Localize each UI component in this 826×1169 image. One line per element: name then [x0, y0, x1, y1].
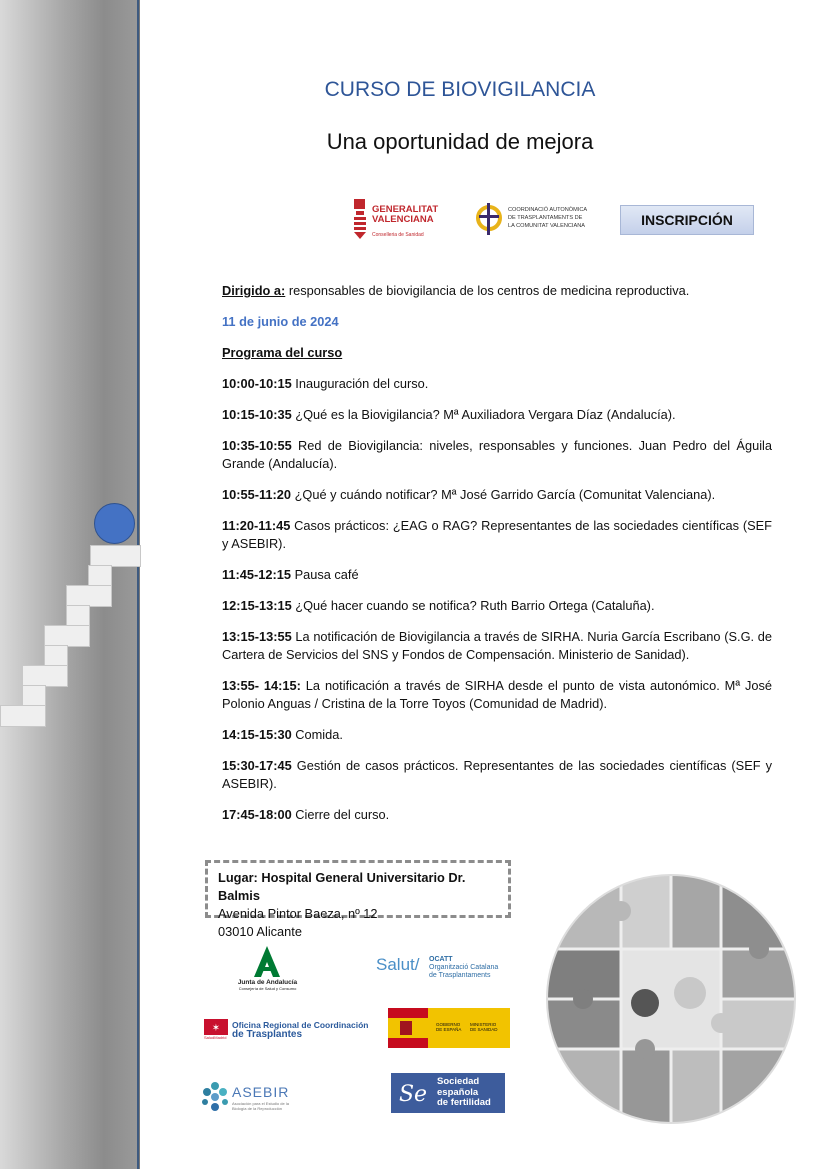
schedule-text: La notificación de Biovigilancia a través de SIRHA. Nuria García Escribano (S.G. de Cartera de Servicios del SNS y Fondos de Compensación. Ministerio de Sanidad).: [222, 629, 772, 662]
coordinacio-line1: COORDINACIÓ AUTONÒMICA: [508, 207, 588, 213]
page-title: CURSO DE BIOVIGILANCIA: [324, 78, 596, 101]
schedule-item: [222, 375, 772, 393]
schedule-item: [222, 517, 772, 553]
coordinacio-cross-icon: [474, 197, 508, 243]
dirigido-text: responsables de biovigilancia de los centros de medicina reproductiva.: [285, 283, 690, 298]
stair-step: [88, 565, 112, 587]
orct-line2: de Trasplantes: [232, 1029, 303, 1040]
asebir-dots-icon: [200, 1081, 230, 1113]
stair-step: [22, 685, 46, 707]
schedule-text: Red de Biovigilancia: niveles, responsables y funciones. Juan Pedro del Águila Grande (Andalucía).: [222, 438, 772, 471]
schedule-item: [222, 597, 772, 615]
course-date: 11 de junio de 2024: [222, 314, 339, 329]
schedule-time: 12:15-13:15: [222, 598, 292, 613]
schedule-time: 14:15-15:30: [222, 727, 292, 742]
junta-emblem-icon: [230, 945, 305, 979]
schedule-item: [222, 726, 772, 744]
schedule-time: 17:45-18:00: [222, 807, 292, 822]
decorative-sidebar: [0, 0, 140, 1169]
stair-step: [66, 585, 112, 607]
stair-step: [44, 645, 68, 667]
schedule-text: ¿Qué y cuándo notificar? Mª José Garrido García (Comunitat Valenciana).: [291, 487, 716, 502]
schedule-text: La notificación a través de SIRHA desde el punto de vista autonómico. Mª José Polonio Anguas / Cristina de la Torre Toyos (Comunidad de Madrid).: [222, 678, 772, 711]
oficina-regional-logo: [204, 1018, 374, 1042]
generalitat-name2: VALENCIANA: [372, 214, 434, 225]
schedule-item: [222, 437, 772, 473]
generalitat-valenciana-logo: [352, 197, 452, 241]
orct-tag: SaludMadrid: [204, 1035, 227, 1040]
gob-line1: GOBIERNO: [436, 1022, 461, 1027]
schedule-time: 10:55-11:20: [222, 487, 292, 502]
inscripcion-button[interactable]: INSCRIPCIÓN: [620, 205, 754, 235]
schedule-text: ¿Qué hacer cuando se notifica? Ruth Barrio Ortega (Cataluña).: [291, 598, 655, 613]
salut-brand: Salut/: [376, 955, 420, 974]
schedule-time: 10:00-10:15: [222, 376, 292, 391]
svg-text:✶: ✶: [211, 1023, 221, 1034]
schedule-text: Gestión de casos prácticos. Representantes de las sociedades científicas (SEF y ASEBIR).: [222, 758, 772, 791]
orct-line1: Oficina Regional de Coordinación: [232, 1020, 369, 1030]
sef-line3: de fertilidad: [437, 1097, 491, 1108]
generalitat-name: GENERALITAT: [372, 204, 439, 215]
junta-andalucia-logo: [230, 945, 305, 995]
sef-emblem-icon: [393, 1073, 433, 1113]
schedule-text: Cierre del curso.: [291, 807, 390, 822]
venue-place: Lugar: Hospital General Universitario Dr. Balmis: [218, 870, 466, 903]
stair-step: [44, 625, 90, 647]
stair-step: [90, 545, 141, 567]
dirigido-line: [222, 282, 772, 300]
schedule-time: 11:45-12:15: [222, 567, 292, 582]
svg-text:Se: Se: [398, 1082, 428, 1107]
stair-step: [0, 705, 46, 727]
coordinacio-line2: DE TRASPLANTAMENTS DE: [508, 215, 583, 221]
puzzle-image: [545, 873, 797, 1125]
schedule-item: [222, 566, 772, 584]
schedule-time: 13:55- 14:15:: [222, 678, 301, 693]
schedule-item: [222, 677, 772, 713]
gob-line2: DE ESPAÑA: [436, 1027, 462, 1032]
gobierno-espana-logo: [388, 1008, 510, 1048]
venue-box: [205, 860, 511, 939]
schedule-time: 10:35-10:55: [222, 438, 292, 453]
salut-ocatt-logo: [376, 955, 516, 983]
gob-line4: DE SANIDAD: [470, 1027, 498, 1032]
asebir-sub1: Asociación para el Estudio de la: [232, 1101, 289, 1106]
asebir-sub2: Biología de la Reproducción: [232, 1106, 283, 1111]
course-content: [222, 282, 772, 824]
salut-ocatt: OCATT: [429, 956, 453, 963]
schedule-item: [222, 486, 772, 504]
schedule-text: Casos prácticos: ¿EAG o RAG? Representantes de las sociedades científicas (SEF y ASEBIR).: [222, 518, 772, 551]
schedule-item: [222, 406, 772, 424]
dirigido-label: Dirigido a:: [222, 283, 286, 298]
coordinacio-line3: LA COMUNITAT VALENCIANA: [508, 223, 585, 229]
junta-sub: Consejería de Salud y Consumo: [238, 986, 297, 991]
schedule-text: ¿Qué es la Biovigilancia? Mª Auxiliadora Vergara Díaz (Andalucía).: [291, 407, 676, 422]
madrid-stars-icon: [204, 1019, 228, 1035]
sef-line2: española: [437, 1086, 479, 1098]
page-subtitle: Una oportunidad de mejora: [326, 129, 594, 154]
spain-flag-icon: [388, 1008, 428, 1048]
sef-logo: [391, 1073, 505, 1113]
schedule-text: Pausa café: [291, 567, 359, 582]
stair-step: [22, 665, 68, 687]
venue-city: 03010 Alicante: [218, 924, 302, 939]
generalitat-sub: Conselleria de Sanidad: [372, 232, 424, 238]
venue-address: Avenida Pintor Baeza, nº 12: [218, 906, 378, 921]
junta-name: Junta de Andalucía: [237, 979, 298, 986]
sef-line1: Sociedad: [437, 1076, 480, 1087]
blue-circle: [94, 503, 135, 544]
schedule-item: [222, 757, 772, 793]
schedule-time: 15:30-17:45: [222, 758, 292, 773]
schedule-text: Inauguración del curso.: [291, 376, 429, 391]
generalitat-emblem-icon: [352, 199, 368, 239]
asebir-name: ASEBIR: [232, 1084, 290, 1100]
schedule-item: [222, 806, 772, 824]
sidebar-edge: [137, 0, 139, 1169]
schedule-time: 10:15-10:35: [222, 407, 292, 422]
coordinacio-logo: [474, 197, 599, 243]
stair-step: [66, 605, 90, 627]
schedule-item: [222, 628, 772, 664]
gob-line3: MINISTERIO: [470, 1022, 497, 1027]
salut-line2: de Trasplantaments: [429, 972, 491, 979]
salut-line1: Organització Catalana: [429, 964, 499, 971]
schedule-text: Comida.: [291, 727, 343, 742]
schedule-time: 13:15-13:55: [222, 629, 292, 644]
asebir-logo: [200, 1081, 310, 1115]
programa-label: Programa del curso: [222, 345, 343, 360]
schedule-time: 11:20-11:45: [222, 518, 291, 533]
